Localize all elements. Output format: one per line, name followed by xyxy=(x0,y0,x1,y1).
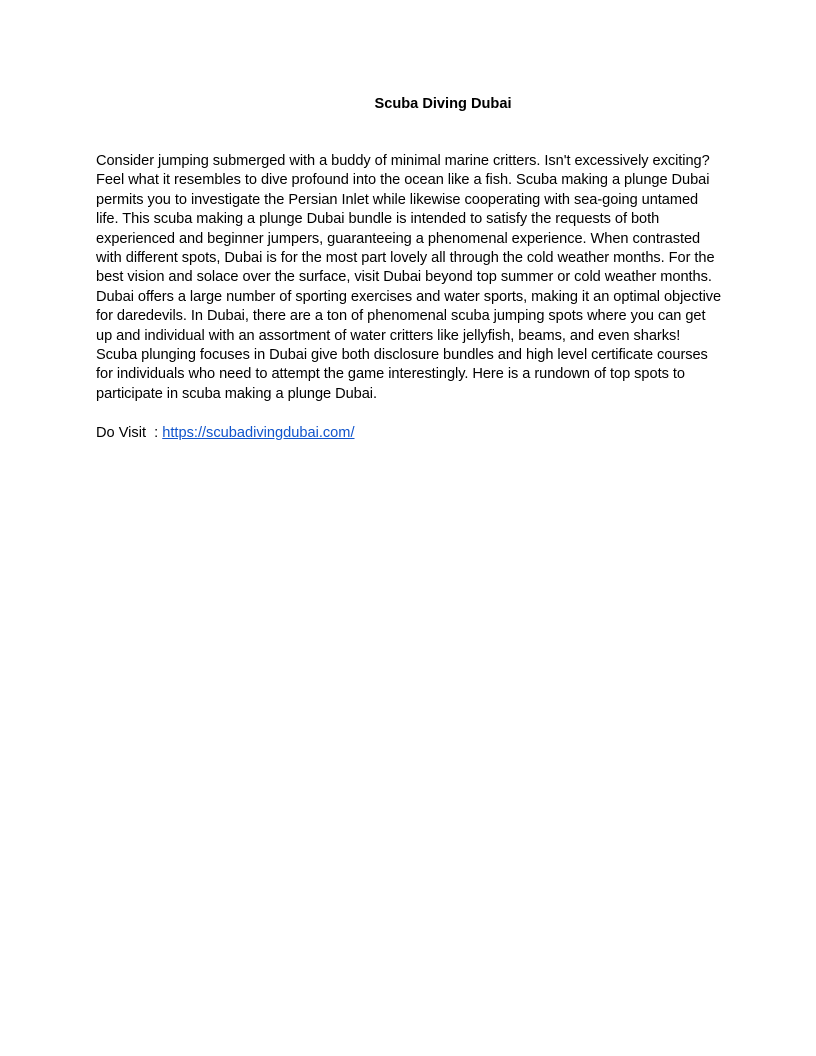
visit-label: Do Visit : xyxy=(96,424,163,441)
paragraph-activities: Dubai offers a large number of sporting exercises and water sports, making it an optimal objective for daredevils. In Dubai, there are a ton of phenomenal scuba jumping spots where you can get up and individual with an assortment of water critters like jellyfish, beams, and even sharks! Scuba plunging focuses in Dubai give both disclosure bundles and high level certificate courses for individuals who need to attempt the game interestingly. Here is a rundown of top spots to participate in scuba making a plunge Dubai. xyxy=(96,288,722,402)
document-body xyxy=(96,94,724,443)
visit-line xyxy=(96,424,724,443)
website-link[interactable]: https://scubadivingdubai.com/ xyxy=(162,424,355,441)
paragraph-intro: Consider jumping submerged with a buddy of minimal marine critters. Isn't excessively exciting? Feel what it resembles to dive profound into the ocean like a fish. Scuba making a plunge Dubai permits you to investigate the Persian Inlet while likewise cooperating with sea-going untamed life. This scuba making a plunge Dubai bundle is intended to satisfy the requests of both experienced and beginner jumpers, guaranteeing a phenomenal experience. When contrasted with different spots, Dubai is for the most part lovely all through the cold weather months. For the best vision and solace over the surface, visit Dubai beyond top summer or cold weather months. xyxy=(96,153,715,286)
paragraph-gap xyxy=(96,404,724,423)
document-title: Scuba Diving Dubai xyxy=(374,96,512,112)
title-spacer xyxy=(96,114,724,152)
